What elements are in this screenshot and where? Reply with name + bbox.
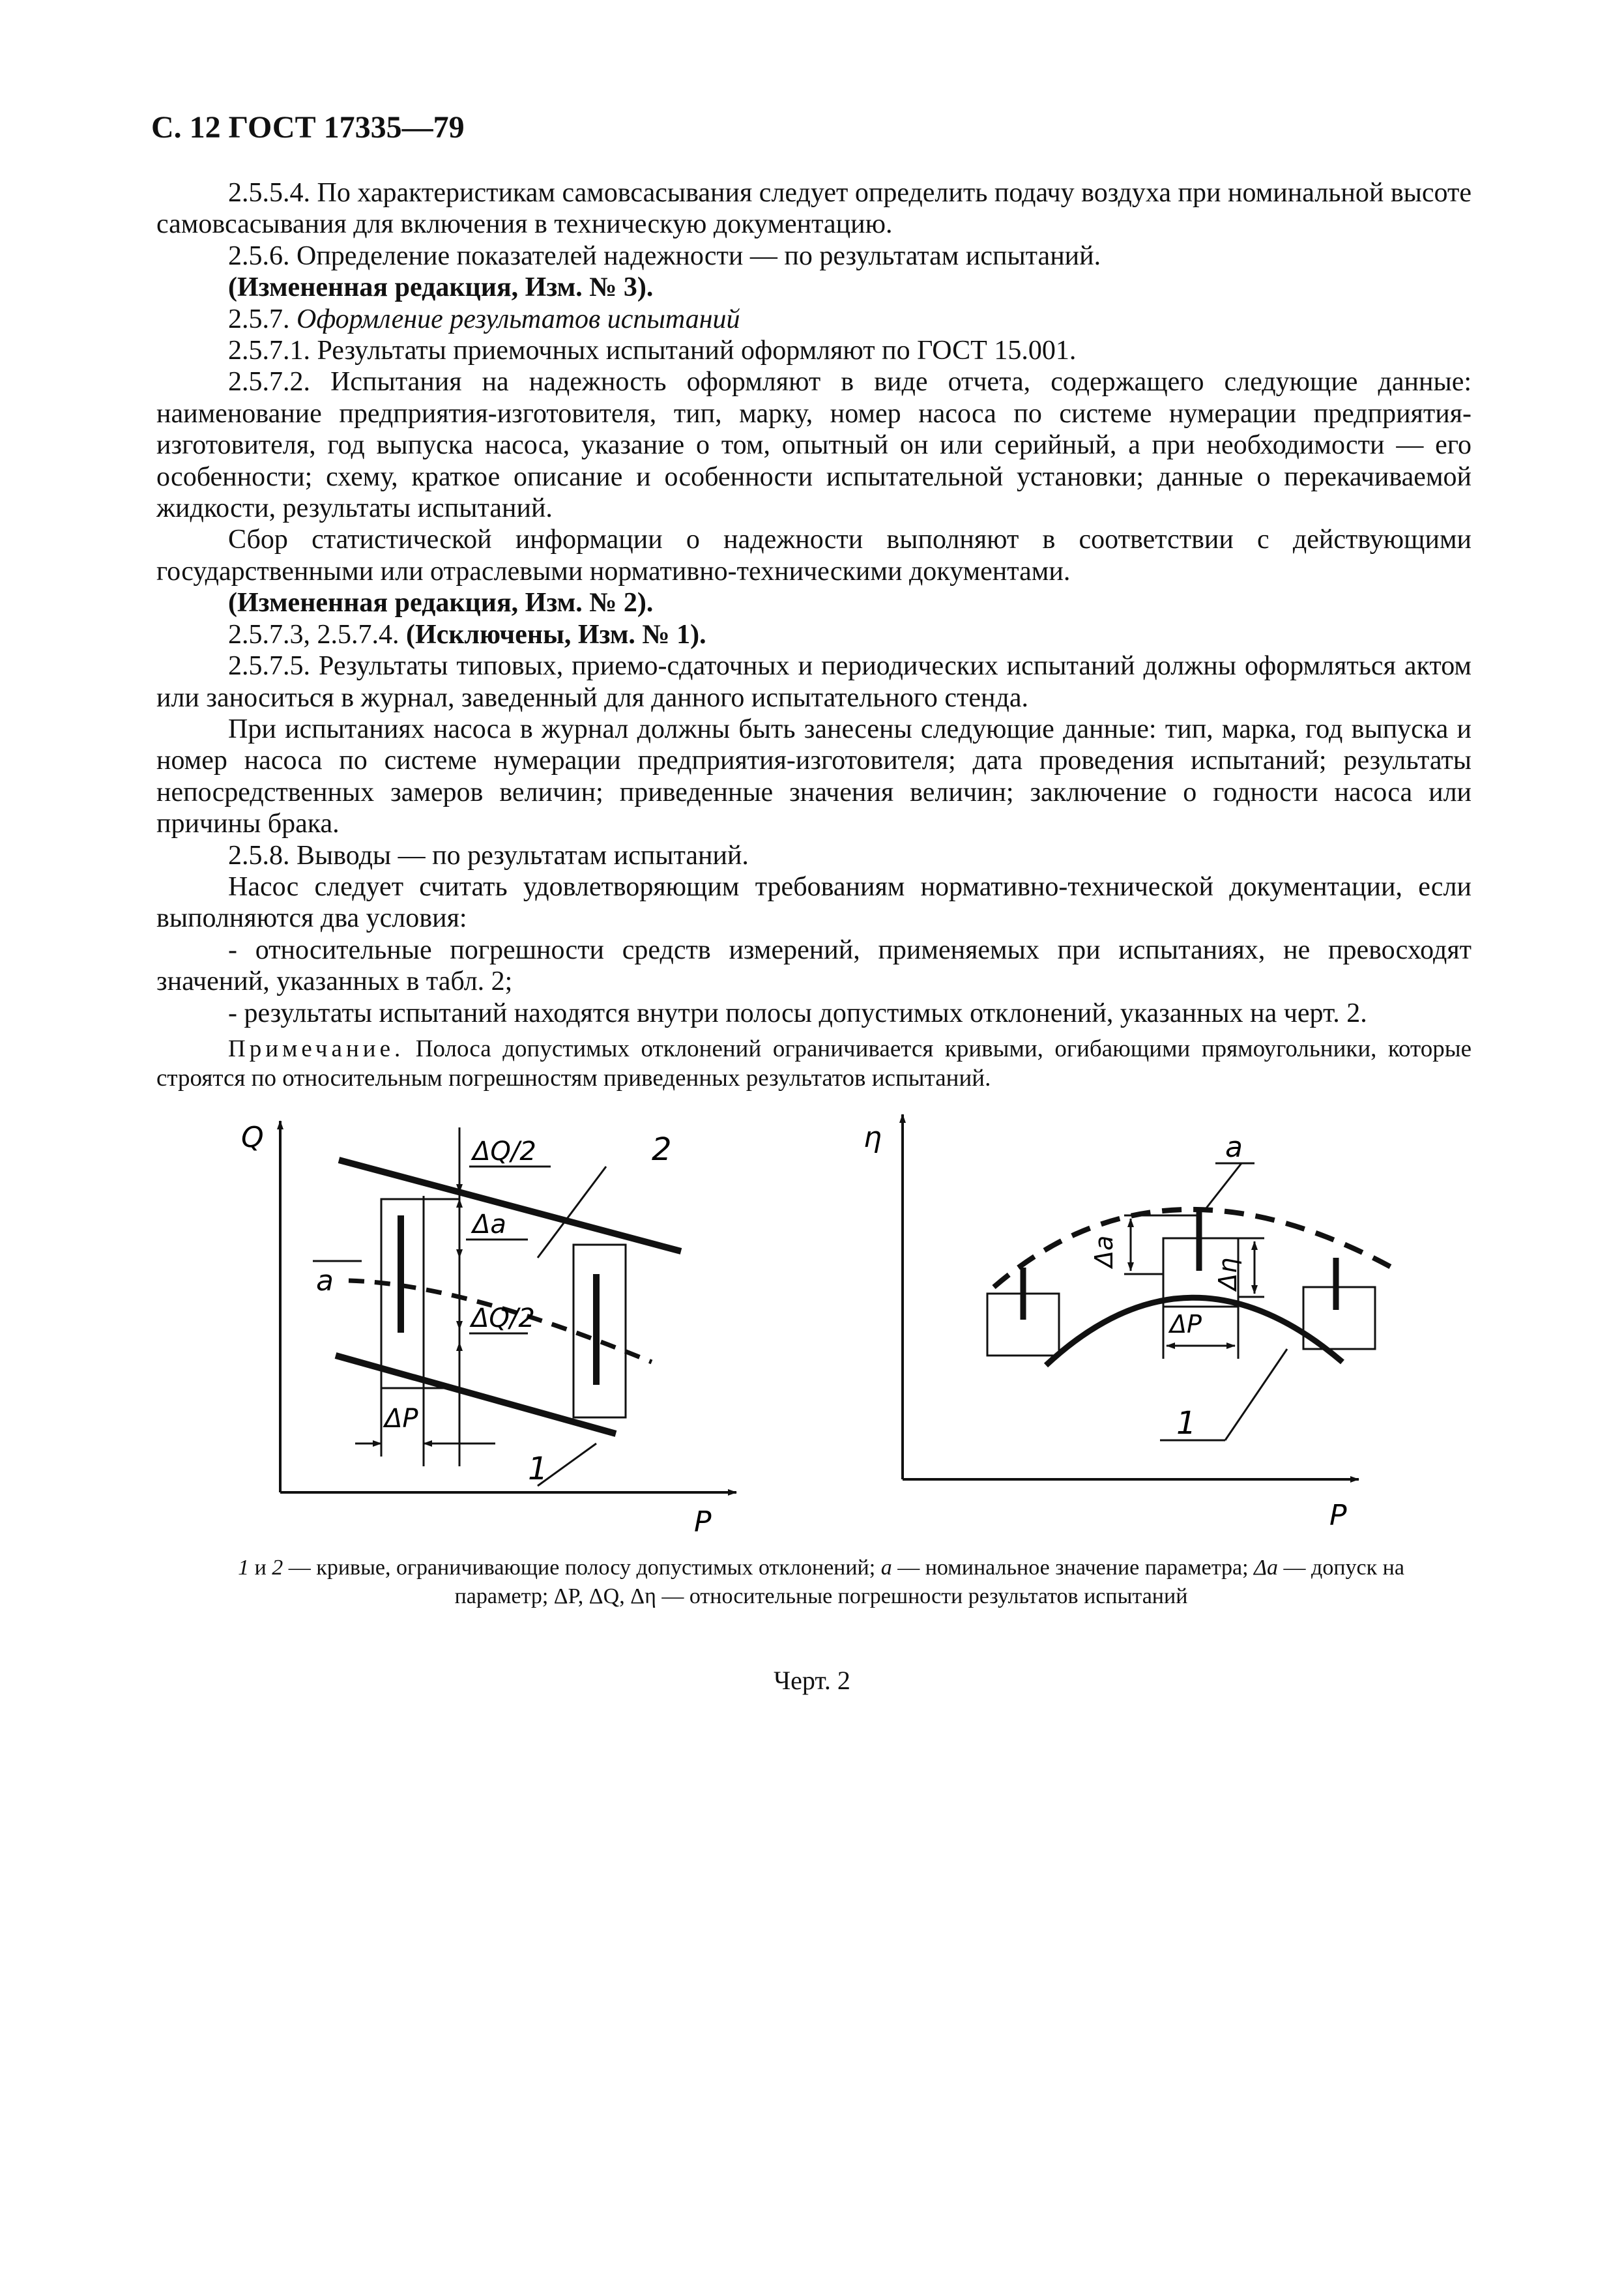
leader-1 <box>1225 1349 1287 1440</box>
label-a: a <box>316 1264 334 1298</box>
section-title: Оформление результатов испытаний <box>297 304 740 334</box>
label-dp: ΔP <box>1170 1310 1202 1339</box>
caption-part: и <box>249 1556 272 1580</box>
caption-part: — допуск на <box>1278 1556 1404 1580</box>
y-axis-label: Q <box>241 1121 264 1154</box>
clause-numbers: 2.5.7.3, 2.5.7.4. <box>228 619 399 650</box>
x-axis-label: P <box>694 1505 712 1531</box>
label-da: Δa <box>472 1210 506 1240</box>
note-label: Примечание. <box>228 1035 405 1062</box>
amendment-note-3: (Измененная редакция, Изм. № 3). <box>228 272 654 303</box>
caption-part: 1 <box>238 1556 250 1580</box>
caption-part: — номинальное значение параметра; <box>892 1556 1254 1580</box>
y-axis-label: η <box>863 1121 882 1154</box>
label-a: a <box>1225 1131 1243 1164</box>
caption-part: Δa <box>1254 1556 1279 1580</box>
condition-2: - результаты испытаний находятся внутри полосы допустимых отклонений, указанных на черт. 2. <box>228 998 1367 1028</box>
figure-caption <box>163 1554 1479 1611</box>
note <box>156 1034 1472 1093</box>
paragraph-2-5-7-3 <box>156 619 1472 650</box>
paragraph-2-5-7-2: 2.5.7.2. Испытания на надежность оформляют в виде отчета, содержащего следующие данные: наименование предприятия-изготовителя, тип, марку, номер насоса по системе нумерации предприятия-изготовителя, год выпуска насоса, указание о том, опытный он или серийный, а при необходимости — его особенности; схему, краткое описание и особенности испытательной установки; данные о перекачиваемой жидкости, результаты испытаний. <box>156 367 1472 524</box>
paragraph-2-5-7-5: 2.5.7.5. Результаты типовых, приемо-сдаточных и периодических испытаний должны оформляться актом или заноситься в журнал, заведенный для данного испытательного стенда. <box>156 651 1472 713</box>
label-1: 1 <box>1176 1405 1196 1442</box>
paragraph-2-5-8: 2.5.8. Выводы — по результатам испытаний. <box>228 840 749 871</box>
paragraph-2-5-6: 2.5.6. Определение показателей надежности — по результатам испытаний. <box>228 240 1101 271</box>
label-dq-top: ΔQ/2 <box>472 1137 536 1167</box>
section-number: 2.5.7. <box>228 304 290 334</box>
diagram-left <box>222 1101 756 1531</box>
page-header: С. 12 ГОСТ 17335—79 <box>151 110 465 145</box>
caption-part: — кривые, ограничивающие полосу допустимых отклонений; <box>283 1556 881 1580</box>
amendment-note-2: (Измененная редакция, Изм. № 2). <box>228 588 654 618</box>
curve-2 <box>339 1160 681 1251</box>
paragraph-conditions: Насос следует считать удовлетворяющим требованиям нормативно-технической документации, если выполняются два условия: <box>156 871 1472 934</box>
label-2: 2 <box>652 1131 672 1168</box>
caption-part: a <box>880 1556 892 1580</box>
paragraph-2-5-7-1: 2.5.7.1. Результаты приемочных испытаний оформляют по ГОСТ 15.001. <box>228 336 1077 366</box>
body-text <box>156 177 1472 1093</box>
excluded-note: (Исключены, Изм. № 1). <box>406 619 706 650</box>
error-rect-left <box>381 1199 459 1388</box>
label-deta: Δη <box>1213 1257 1242 1290</box>
leader-a <box>1206 1163 1241 1209</box>
figure-number: Черт. 2 <box>774 1666 850 1695</box>
label-dq-bottom: ΔQ/2 <box>471 1303 535 1333</box>
paragraph-2-5-5-4: 2.5.5.4. По характеристикам самовсасывания следует определить подачу воздуха при номинальной высоте самовсасывания для включения в техническую документацию. <box>156 178 1472 240</box>
label-dp: ΔP <box>384 1404 418 1434</box>
x-axis-label: P <box>1329 1499 1347 1531</box>
paragraph-journal: При испытаниях насоса в журнал должны быть занесены следующие данные: тип, марка, год выпуска и номер насоса по системе нумерации предприятия-изготовителя; дата проведения испытаний; результаты непосредственных замеров величин; приведенные значения величин; заключение о годности насоса или причины брака. <box>156 714 1472 839</box>
paragraph-statistics: Сбор статистической информации о надежности выполняют в соответствии с действующими государственными или отраслевыми нормативно-техническими документами. <box>156 525 1472 587</box>
note-text: Полоса допустимых отклонений ограничивается кривыми, огибающими прямоугольники, которые строятся по относительным погрешностям приведенных результатов испытаний. <box>156 1035 1472 1092</box>
section-2-5-7 <box>156 304 1472 335</box>
diagram-right <box>837 1101 1424 1531</box>
label-1: 1 <box>528 1451 548 1487</box>
caption-line-1 <box>163 1554 1479 1582</box>
caption-part: 2 <box>272 1556 283 1580</box>
caption-line-2: параметр; ΔP, ΔQ, Δη — относительные погрешности результатов испытаний <box>454 1584 1188 1608</box>
label-da: Δa <box>1090 1235 1118 1268</box>
condition-1: - относительные погрешности средств измерений, применяемых при испытаниях, не превосходят значений, указанных в табл. 2; <box>156 935 1472 997</box>
